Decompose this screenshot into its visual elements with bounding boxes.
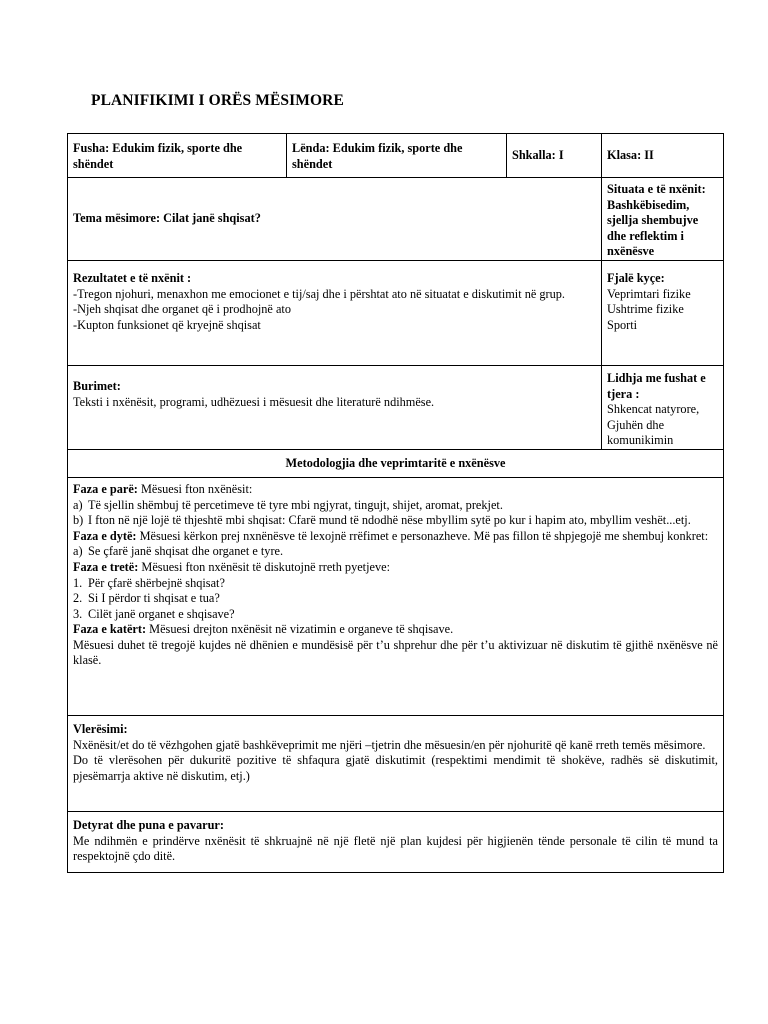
situata-text: Bashkëbisedim, sjellja shembujve dhe reflektim i nxënësve — [607, 197, 699, 259]
vleresimi-paragraph: Nxënësit/et do të vëzhgohen gjatë bashkëveprimit me njëri –tjetrin dhe mësuesin/en për njohuritë që kanë rreth temës mësimore. — [73, 737, 706, 752]
list-marker: 1. — [73, 575, 83, 590]
lidhja-text: Shkencat natyrore, Gjuhën dhe komunikimin — [607, 402, 700, 448]
faza1-text: Mësuesi fton nxënësit: — [137, 481, 253, 496]
rezultatet-item: -Njeh shqisat dhe organet që i prodhojnë ato — [73, 302, 291, 317]
faza1-block — [73, 482, 718, 498]
detyrat-text: Me ndihmën e prindërve nxënësit të shkruajnë në një fletë një plan kujdesi për higjienën tënde personale të cilin të mund ta respektojnë çdo ditë. — [73, 833, 718, 864]
list-marker: b) — [73, 513, 84, 528]
faza3-label: Faza e tretë: — [73, 559, 139, 574]
detyrat-cell — [68, 811, 724, 872]
detyrat-row — [68, 811, 724, 872]
fjale-kyce-title: Fjalë kyçe: — [607, 270, 665, 285]
situata-title: Situata e të nxënit: — [607, 182, 706, 196]
list-item — [73, 591, 718, 607]
list-item — [73, 544, 718, 560]
tema-cell: Tema mësimore: Cilat janë shqisat? — [68, 178, 602, 261]
fjale-kyce-item: Sporti — [607, 317, 638, 332]
rezultatet-row — [68, 260, 724, 365]
lidhja-title: Lidhja me fushat e tjera : — [607, 370, 706, 401]
list-text: Se çfarë janë shqisat dhe organet e tyre. — [88, 544, 284, 559]
tema-row — [68, 178, 724, 261]
metodologjia-header-row — [68, 449, 724, 477]
detyrat-title: Detyrat dhe puna e pavarur: — [73, 817, 224, 832]
list-item — [73, 513, 718, 529]
faza-cell — [68, 477, 724, 715]
burimet-cell — [68, 365, 602, 449]
situata-cell — [602, 178, 724, 261]
list-marker: a) — [73, 544, 83, 559]
burimet-text: Teksti i nxënësit, programi, udhëzuesi i mësuesit dhe literaturë ndihmëse. — [73, 394, 435, 409]
faza4-block — [73, 622, 718, 638]
faza4-note: Mësuesi duhet të tregojë kujdes në dhënien e mundësisë për t’u shprehur dhe për t’u aktivizuar në diskutim të gjithë nxënësve në klasë. — [73, 637, 718, 668]
burimet-row — [68, 365, 724, 449]
fjale-kyce-cell — [602, 260, 724, 365]
list-text: Për çfarë shërbejnë shqisat? — [88, 575, 225, 590]
faza3-block — [73, 560, 718, 576]
rezultatet-item: -Kupton funksionet që kryejnë shqisat — [73, 317, 261, 332]
rezultatet-cell — [68, 260, 602, 365]
faza2-text: Mësuesi kërkon prej nxnënësve të lexojnë rrëfimet e personazheve. Më pas fillon të shpjegojë me shembuj konkret: — [136, 528, 709, 543]
rezultatet-item: -Tregon njohuri, menaxhon me emocionet e tij/saj dhe i përshtat ato në situatat e diskutimit në grup. — [73, 286, 566, 301]
faza2-block — [73, 529, 718, 545]
vleresimi-row — [68, 715, 724, 811]
lenda-cell: Lënda: Edukim fizik, sporte dhe shëndet — [287, 134, 507, 178]
vleresimi-paragraph: Do të vlerësohen për dukuritë pozitive të shfaqura gjatë diskutimit (respektimi mendimit të shokëve, radhës së diskutimit, pjesëmarrja aktive në diskutim, etj.) — [73, 753, 718, 783]
fjale-kyce-item: Ushtrime fizike — [607, 302, 684, 317]
fusha-cell: Fusha: Edukim fizik, sporte dhe shëndet — [68, 134, 287, 178]
list-marker: 2. — [73, 591, 83, 606]
list-text: Cilët janë organet e shqisave? — [88, 606, 235, 621]
metodologjia-header: Metodologjia dhe veprimtaritë e nxënësve — [68, 449, 724, 477]
list-text: Si I përdor ti shqisat e tua? — [88, 591, 220, 606]
faza1-label: Faza e parë: — [73, 481, 138, 496]
fjale-kyce-item: Veprimtari fizike — [607, 286, 691, 301]
lesson-plan-table — [67, 133, 724, 873]
faza2-label: Faza e dytë: — [73, 528, 137, 543]
list-text: I fton në një lojë të thjeshtë mbi shqisat: Cfarë mund të ndodhë nëse mbyllim sytë po kur i hapim ato, mbyllim veshët...etj. — [88, 513, 691, 528]
faza4-text: Mësuesi drejton nxënësit në vizatimin e organeve të shqisave. — [146, 622, 454, 637]
klasa-cell: Klasa: II — [602, 134, 724, 178]
faza3-text: Mësuesi fton nxënësit të diskutojnë rreth pyetjeve: — [138, 559, 390, 574]
vleresimi-cell — [68, 715, 724, 811]
header-row — [68, 134, 724, 178]
shkalla-cell: Shkalla: I — [507, 134, 602, 178]
list-marker: a) — [73, 497, 83, 512]
faza4-label: Faza e katërt: — [73, 622, 147, 637]
list-text: Të sjellin shëmbuj të percetimeve të tyre mbi ngjyrat, tingujt, shijet, aromat, prekjet. — [88, 497, 503, 512]
list-item — [73, 576, 718, 592]
vleresimi-title: Vlerësimi: — [73, 721, 128, 736]
rezultatet-title: Rezultatet e të nxënit : — [73, 270, 192, 285]
burimet-title: Burimet: — [73, 378, 121, 393]
lidhja-cell — [602, 365, 724, 449]
list-item — [73, 607, 718, 623]
page-title: PLANIFIKIMI I ORËS MËSIMORE — [91, 92, 344, 109]
list-item — [73, 498, 718, 514]
faza-row — [68, 477, 724, 715]
list-marker: 3. — [73, 606, 83, 621]
